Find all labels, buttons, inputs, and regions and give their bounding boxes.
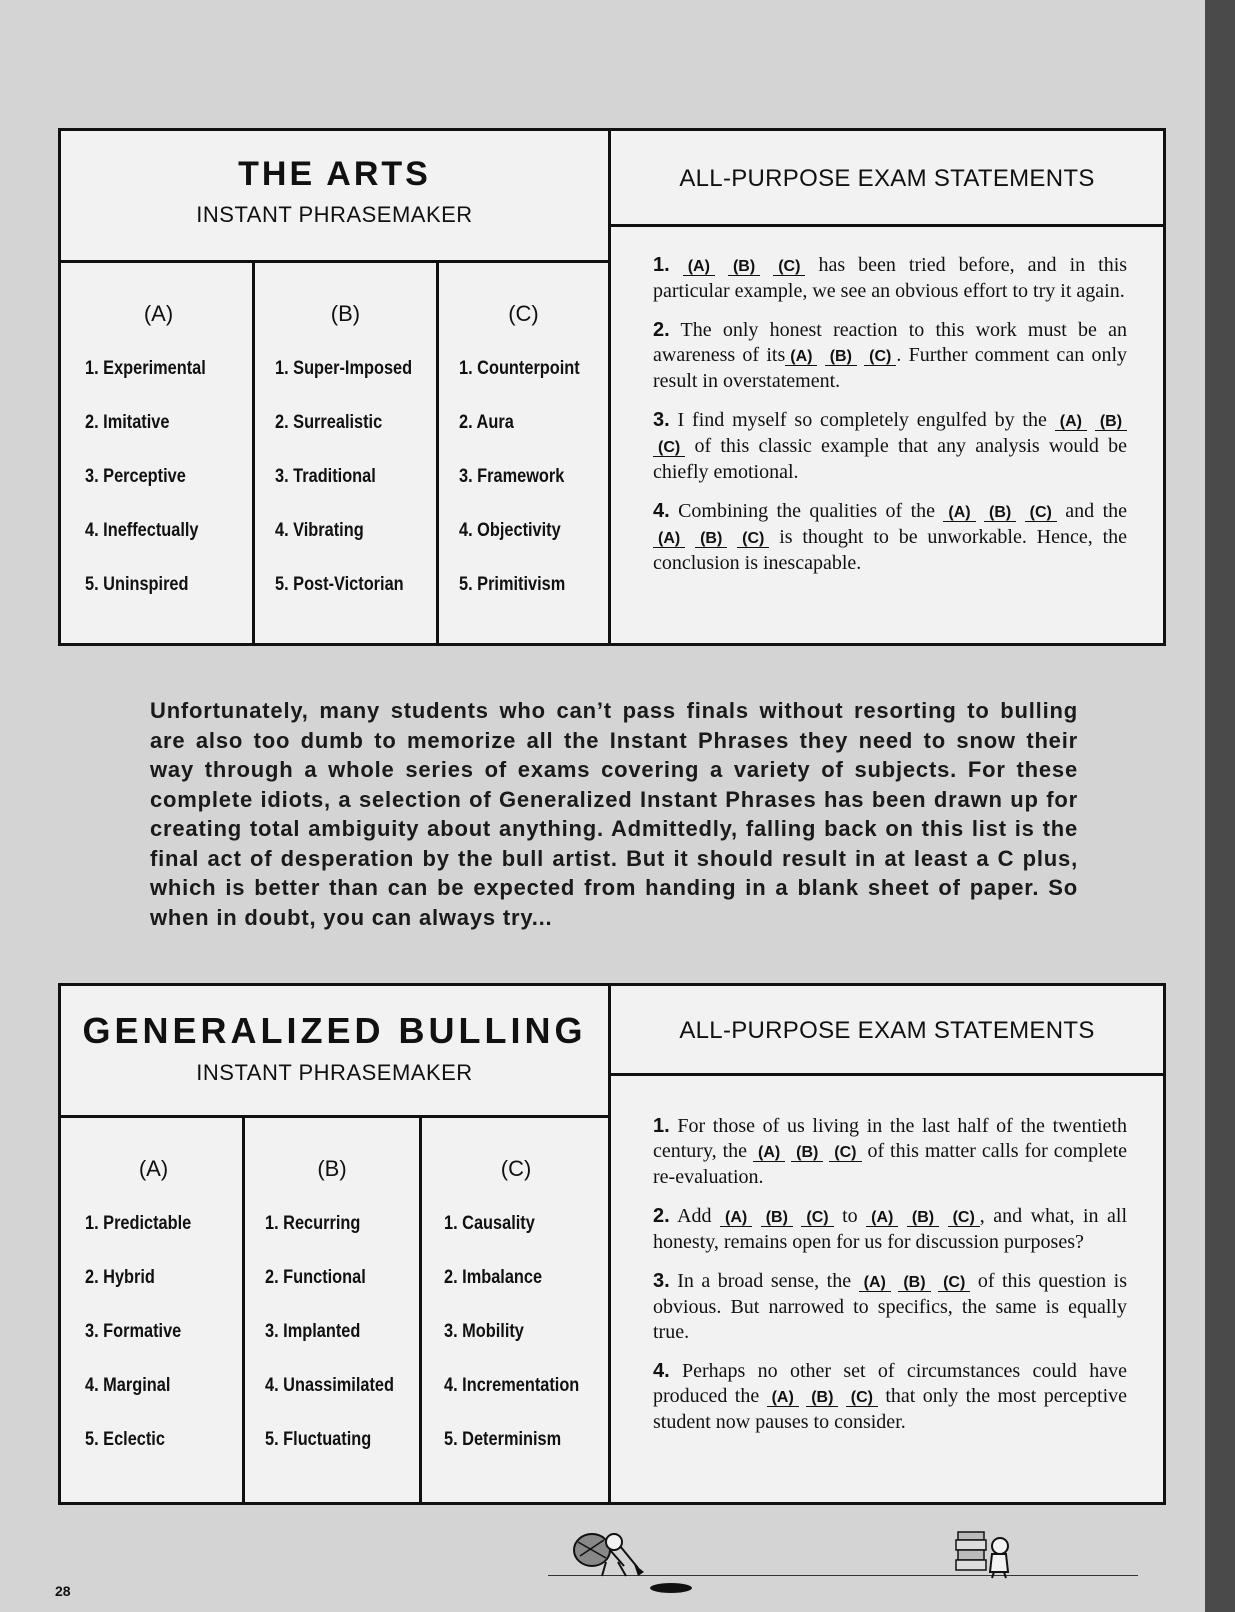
general-panel xyxy=(58,983,1166,1505)
phrase-item: 3. Traditional xyxy=(274,466,376,487)
arts-panel xyxy=(58,128,1166,646)
blank-b: (B) xyxy=(907,1209,939,1227)
blank-a: (A) xyxy=(859,1274,891,1292)
general-phrasemaker xyxy=(61,986,611,1502)
column-head: (C) xyxy=(500,1156,532,1181)
statement-1: 1. For those of us living in the last half of the twentieth century, the (A) (B) (C) of this matter calls for complete re-evaluation. xyxy=(653,1115,1128,1188)
page-number: 28 xyxy=(55,1583,71,1599)
column-head: (B) xyxy=(330,301,361,326)
blank-a: (A) xyxy=(720,1209,752,1227)
phrase-item: 3. Mobility xyxy=(444,1321,524,1342)
general-subtitle: INSTANT PHRASEMAKER xyxy=(196,1060,473,1085)
phrase-item: 2. Functional xyxy=(265,1267,366,1288)
blank-b: (B) xyxy=(728,258,760,276)
blank-c: (C) xyxy=(846,1389,878,1407)
phrase-item: 2. Hybrid xyxy=(85,1267,155,1288)
blank-b: (B) xyxy=(695,530,727,548)
general-column-b xyxy=(245,1118,422,1502)
arts-title: THE ARTS xyxy=(238,155,431,193)
intro-paragraph: Unfortunately, many students who can’t pass finals without resorting to bulling are also too dumb to memorize all the Instant Phrases they need to snow their way through a whole series of exams covering a variety of subjects. For these complete idiots, a selection of Generalized Instant Phrases has been drawn up for creating total ambiguity about anything. Admittedly, falling back on this list is the final act of desperation by the bull artist. But it should result in at least a C plus, which is better than can be expected from handing in a blank sheet of paper. So when in doubt, you can always try... xyxy=(150,698,1078,930)
phrase-item: 1. Predictable xyxy=(85,1213,192,1234)
general-statements xyxy=(611,986,1163,1502)
column-head: (B) xyxy=(317,1156,347,1181)
phrase-item: 2. Imbalance xyxy=(444,1267,543,1288)
phrase-item: 4. Objectivity xyxy=(458,520,561,541)
blank-b: (B) xyxy=(984,504,1016,522)
phrase-item: 5. Eclectic xyxy=(85,1429,165,1450)
blank-a: (A) xyxy=(767,1389,799,1407)
arts-statements-title: ALL-PURPOSE EXAM STATEMENTS xyxy=(611,131,1163,227)
statement-4: 4. Combining the qualities of the (A) (B) (C) and the (A) (B) (C) is thought to be unworkable. Hence, the conclusion is inescapable. xyxy=(653,500,1128,574)
phrase-item: 3. Formative xyxy=(85,1321,182,1342)
phrase-item: 4. Incrementation xyxy=(444,1375,580,1396)
phrase-item: 1. Super-Imposed xyxy=(274,358,413,379)
arts-column-b xyxy=(255,263,439,643)
blank-c: (C) xyxy=(773,258,805,276)
statement-4: 4. Perhaps no other set of circumstances could have produced the (A) (B) (C) that only the most perceptive student now pauses to consider. xyxy=(653,1360,1128,1433)
phrase-item: 3. Framework xyxy=(458,466,565,487)
general-columns xyxy=(61,1118,608,1502)
blank-b: (B) xyxy=(791,1144,823,1162)
phrase-item: 2. Imitative xyxy=(85,412,170,433)
general-title-box xyxy=(61,986,608,1118)
phrase-item: 4. Unassimilated xyxy=(265,1375,394,1396)
phrase-item: 1. Causality xyxy=(444,1213,535,1234)
phrase-item: 1. Experimental xyxy=(85,358,206,379)
column-head: (A) xyxy=(143,301,174,326)
phrase-item: 5. Primitivism xyxy=(458,574,566,595)
statement-3: 3. I find myself so completely engulfed by the (A) (B) (C) of this classic example that any analysis would be chiefly emotional. xyxy=(653,409,1128,483)
statement-3: 3. In a broad sense, the (A) (B) (C) of this question is obvious. But narrowed to specifics, the same is equally true. xyxy=(653,1270,1128,1343)
column-head: (A) xyxy=(138,1156,169,1181)
blank-c: (C) xyxy=(948,1209,980,1227)
phrase-item: 1. Counterpoint xyxy=(458,358,580,379)
phrase-item: 5. Post-Victorian xyxy=(274,574,404,595)
blank-b: (B) xyxy=(1095,413,1127,431)
blank-a: (A) xyxy=(943,504,975,522)
arts-column-c xyxy=(439,263,608,643)
statement-2: 2. The only honest reaction to this work must be an awareness of its (A) (B) (C) . Further comment can only result in overstatement. xyxy=(653,319,1127,392)
arts-phrasemaker xyxy=(61,131,611,643)
blank-a: (A) xyxy=(785,348,817,366)
blank-b: (B) xyxy=(898,1274,930,1292)
statement-1: 1. (A) (B) (C) has been tried before, and in this particular example, we see an obvious effort to try it again. xyxy=(653,254,1128,302)
blank-c: (C) xyxy=(864,348,896,366)
phrase-item: 5. Uninspired xyxy=(85,574,189,595)
general-column-a xyxy=(61,1118,245,1502)
blank-a: (A) xyxy=(753,1144,785,1162)
blank-b: (B) xyxy=(825,348,857,366)
blank-c: (C) xyxy=(801,1209,833,1227)
blank-a: (A) xyxy=(1055,413,1087,431)
general-statements-title: ALL-PURPOSE EXAM STATEMENTS xyxy=(611,986,1163,1076)
blank-c: (C) xyxy=(737,530,769,548)
page-edge xyxy=(1205,0,1235,1612)
phrase-item: 3. Perceptive xyxy=(85,466,186,487)
phrase-item: 3. Implanted xyxy=(265,1321,361,1342)
blank-b: (B) xyxy=(806,1389,838,1407)
phrase-item: 5. Determinism xyxy=(444,1429,562,1450)
general-column-c xyxy=(422,1118,608,1502)
general-title: GENERALIZED BULLING xyxy=(82,1010,587,1051)
phrase-item: 1. Recurring xyxy=(265,1213,361,1234)
blank-a: (A) xyxy=(653,530,685,548)
blank-c: (C) xyxy=(829,1144,861,1162)
blank-b: (B) xyxy=(761,1209,793,1227)
arts-subtitle: INSTANT PHRASEMAKER xyxy=(196,202,473,227)
phrase-item: 2. Surrealistic xyxy=(274,412,383,433)
blank-a: (A) xyxy=(683,258,715,276)
phrase-item: 4. Ineffectually xyxy=(85,520,199,541)
arts-column-a xyxy=(61,263,255,643)
arts-statements xyxy=(611,131,1163,643)
arts-title-box xyxy=(61,131,608,263)
blank-c: (C) xyxy=(938,1274,970,1292)
arts-statement-list xyxy=(653,253,1127,590)
general-statement-list xyxy=(653,1114,1127,1449)
blank-c: (C) xyxy=(653,439,685,457)
column-head: (C) xyxy=(508,301,539,326)
statement-2: 2. Add (A) (B) (C) to (A) (B) (C) , and what, in all honesty, remains open for us for discussion purposes? xyxy=(653,1205,1128,1253)
arts-columns xyxy=(61,263,608,643)
phrase-item: 2. Aura xyxy=(458,412,514,433)
carrier-cartoon-icon xyxy=(950,1528,1030,1580)
blank-a: (A) xyxy=(866,1209,898,1227)
phrase-item: 5. Fluctuating xyxy=(265,1429,372,1450)
digger-cartoon-icon xyxy=(568,1528,648,1580)
phrase-item: 4. Marginal xyxy=(85,1375,171,1396)
blank-c: (C) xyxy=(1025,504,1057,522)
hole-illustration xyxy=(650,1583,692,1593)
phrase-item: 4. Vibrating xyxy=(274,520,364,541)
